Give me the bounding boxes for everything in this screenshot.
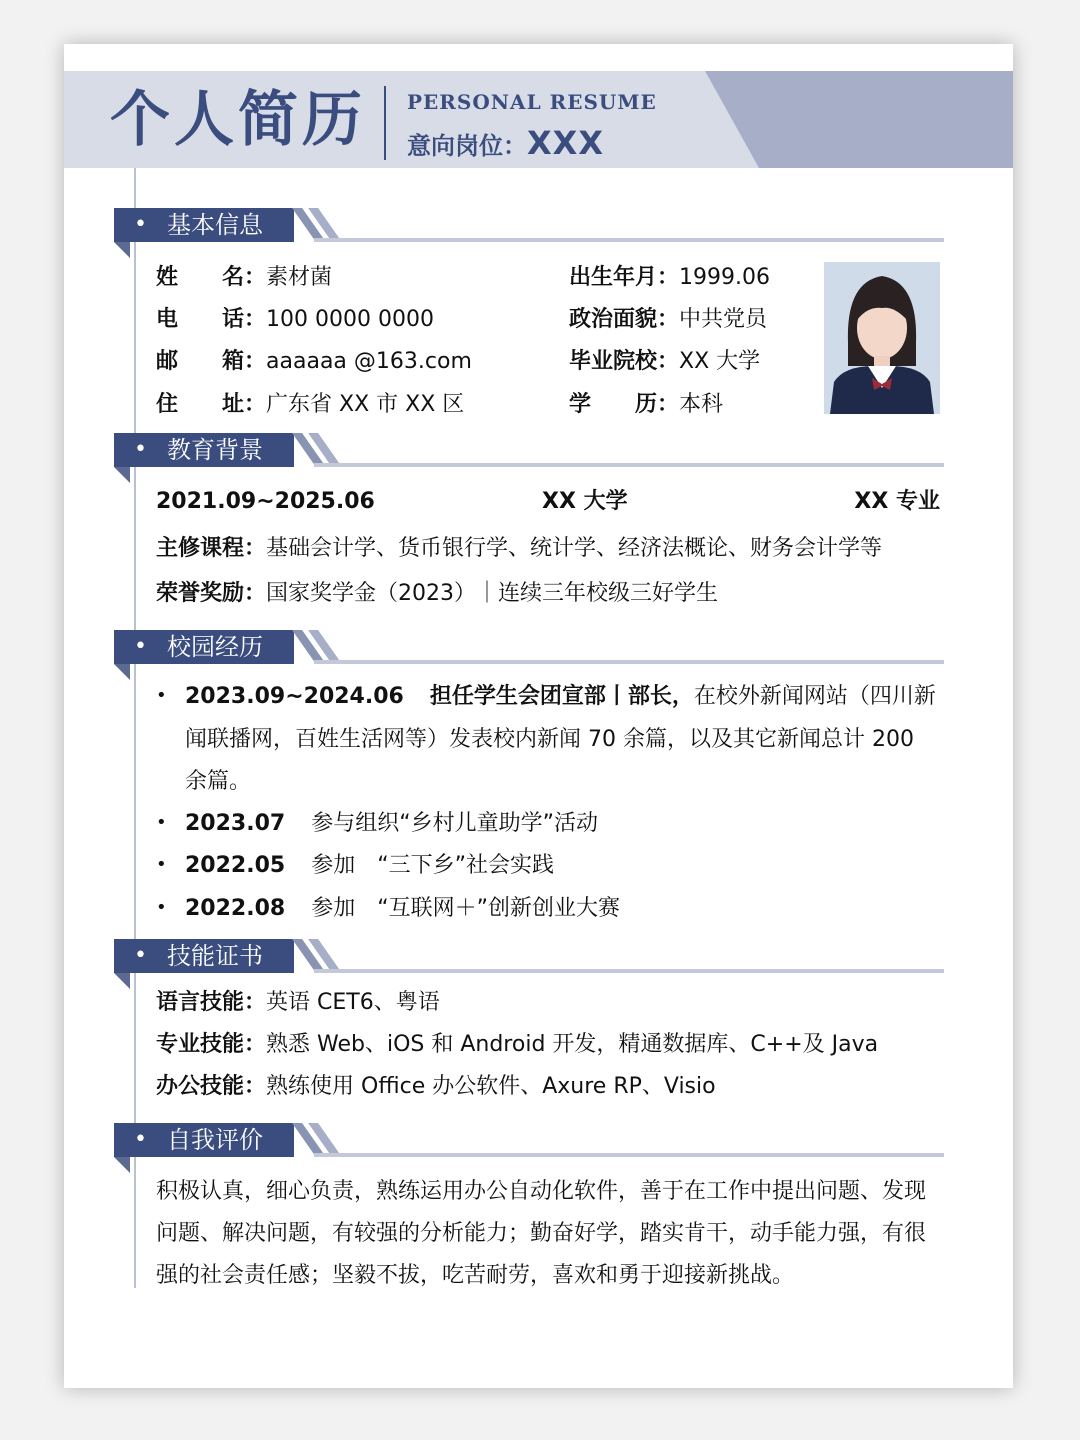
email-row bbox=[156, 347, 472, 377]
birth-value: 1999.06 bbox=[679, 265, 770, 290]
bullet-icon: • bbox=[134, 437, 147, 462]
section-title: 教育背景 bbox=[167, 436, 263, 464]
profile-photo bbox=[824, 262, 940, 414]
page-title: 个人简历 bbox=[110, 85, 366, 155]
campus-item-1-line2: 闻联播网，百姓生活网等）发表校内新闻 70 余篇，以及其它新闻总计 200 bbox=[185, 727, 914, 752]
position-value: XXX bbox=[527, 124, 605, 162]
bullet-icon: • bbox=[134, 943, 147, 968]
bullet-icon: • bbox=[156, 897, 167, 918]
campus-date: 2022.05 bbox=[185, 853, 286, 878]
office-skill-row bbox=[156, 1072, 716, 1102]
campus-desc: 在校外新闻网站（四川新 bbox=[693, 684, 936, 709]
birth-label: 出生年月： bbox=[569, 265, 680, 290]
section-title: 基本信息 bbox=[167, 211, 263, 239]
edu-period: 2021.09~2025.06 bbox=[156, 489, 375, 514]
bullet-icon: • bbox=[134, 634, 147, 659]
campus-role: 担任学生会团宣部丨部长， bbox=[429, 684, 694, 709]
politics-row bbox=[569, 305, 767, 335]
campus-item-1 bbox=[185, 682, 936, 712]
campus-item-1-line3: 余篇。 bbox=[185, 769, 252, 794]
title-divider bbox=[384, 86, 386, 160]
bullet-icon: • bbox=[134, 212, 147, 237]
bullet-icon: • bbox=[156, 812, 167, 833]
school-row bbox=[569, 347, 760, 377]
campus-item-3 bbox=[185, 851, 554, 881]
section-campus-header bbox=[114, 630, 944, 680]
address-row bbox=[156, 390, 464, 420]
campus-date: 2023.07 bbox=[185, 811, 286, 836]
phone-value: 100 0000 0000 bbox=[266, 307, 434, 332]
lang-label: 语言技能： bbox=[156, 990, 267, 1015]
self-eval-line: 强的社会责任感；坚毅不拔，吃苦耐劳，喜欢和勇于迎接新挑战。 bbox=[156, 1263, 795, 1288]
section-self-header bbox=[114, 1123, 944, 1173]
section-title: 校园经历 bbox=[167, 633, 263, 661]
resume-page bbox=[64, 44, 1013, 1388]
edu-major: XX 专业 bbox=[854, 489, 940, 514]
address-label: 住 址： bbox=[156, 392, 267, 417]
pro-skill-row bbox=[156, 1030, 878, 1060]
pro-label: 专业技能： bbox=[156, 1032, 267, 1057]
section-title: 技能证书 bbox=[167, 942, 263, 970]
courses-value: 基础会计学、货币银行学、统计学、经济法概论、财务会计学等 bbox=[266, 536, 883, 561]
edu-school: XX 大学 bbox=[542, 489, 628, 514]
email-value: aaaaaa @163.com bbox=[266, 349, 472, 374]
honors-label: 荣誉奖励： bbox=[156, 581, 267, 606]
school-label: 毕业院校： bbox=[569, 349, 680, 374]
school-value: XX 大学 bbox=[679, 349, 761, 374]
campus-desc: 参加 “互联网＋”创新创业大赛 bbox=[311, 896, 620, 921]
phone-row bbox=[156, 305, 434, 335]
campus-item-4 bbox=[185, 894, 620, 924]
campus-desc: 参加 “三下乡”社会实践 bbox=[311, 853, 554, 878]
degree-label: 学 历： bbox=[569, 392, 680, 417]
portrait-image bbox=[824, 262, 940, 414]
bullet-icon: • bbox=[156, 854, 167, 875]
self-eval-line: 问题、解决问题，有较强的分析能力；勤奋好学，踏实肯干，动手能力强，有很 bbox=[156, 1221, 927, 1246]
timeline-line bbox=[134, 168, 136, 1288]
bullet-icon: • bbox=[134, 1127, 147, 1152]
phone-label: 电 话： bbox=[156, 307, 267, 332]
pro-value: 熟悉 Web、iOS 和 Android 开发，精通数据库、C++及 Java bbox=[266, 1032, 879, 1057]
degree-row bbox=[569, 390, 723, 420]
section-education-header bbox=[114, 433, 944, 483]
section-skills-header bbox=[114, 939, 944, 989]
name-value: 素材菌 bbox=[266, 265, 333, 290]
degree-value: 本科 bbox=[679, 392, 724, 417]
name-label: 姓 名： bbox=[156, 265, 267, 290]
position-label: 意向岗位： bbox=[407, 132, 527, 160]
lang-skill-row bbox=[156, 988, 440, 1018]
self-eval-line: 积极认真，细心负责，熟练运用办公自动化软件，善于在工作中提出问题、发现 bbox=[156, 1179, 927, 1204]
name-row bbox=[156, 263, 332, 293]
address-value: 广东省 XX 市 XX 区 bbox=[266, 392, 465, 417]
section-basic-header bbox=[114, 208, 944, 258]
target-position bbox=[407, 124, 604, 162]
header-accent bbox=[705, 71, 1013, 168]
honors-value: 国家奖学金（2023）｜连续三年校级三好学生 bbox=[266, 581, 719, 606]
courses-label: 主修课程： bbox=[156, 536, 267, 561]
page-subtitle: PERSONAL RESUME bbox=[407, 90, 657, 114]
campus-date: 2022.08 bbox=[185, 896, 286, 921]
lang-value: 英语 CET6、粤语 bbox=[266, 990, 440, 1015]
email-label: 邮 箱： bbox=[156, 349, 267, 374]
office-label: 办公技能： bbox=[156, 1074, 267, 1099]
courses-row bbox=[156, 534, 882, 564]
campus-item-2 bbox=[185, 809, 598, 839]
bullet-icon: • bbox=[156, 685, 167, 706]
campus-desc: 参与组织“乡村儿童助学”活动 bbox=[311, 811, 598, 836]
birth-row bbox=[569, 263, 770, 293]
politics-label: 政治面貌： bbox=[569, 307, 680, 332]
campus-date: 2023.09~2024.06 bbox=[185, 684, 404, 709]
office-value: 熟练使用 Office 办公软件、Axure RP、Visio bbox=[266, 1074, 716, 1099]
section-title: 自我评价 bbox=[167, 1126, 263, 1154]
honors-row bbox=[156, 579, 718, 609]
politics-value: 中共党员 bbox=[679, 307, 768, 332]
